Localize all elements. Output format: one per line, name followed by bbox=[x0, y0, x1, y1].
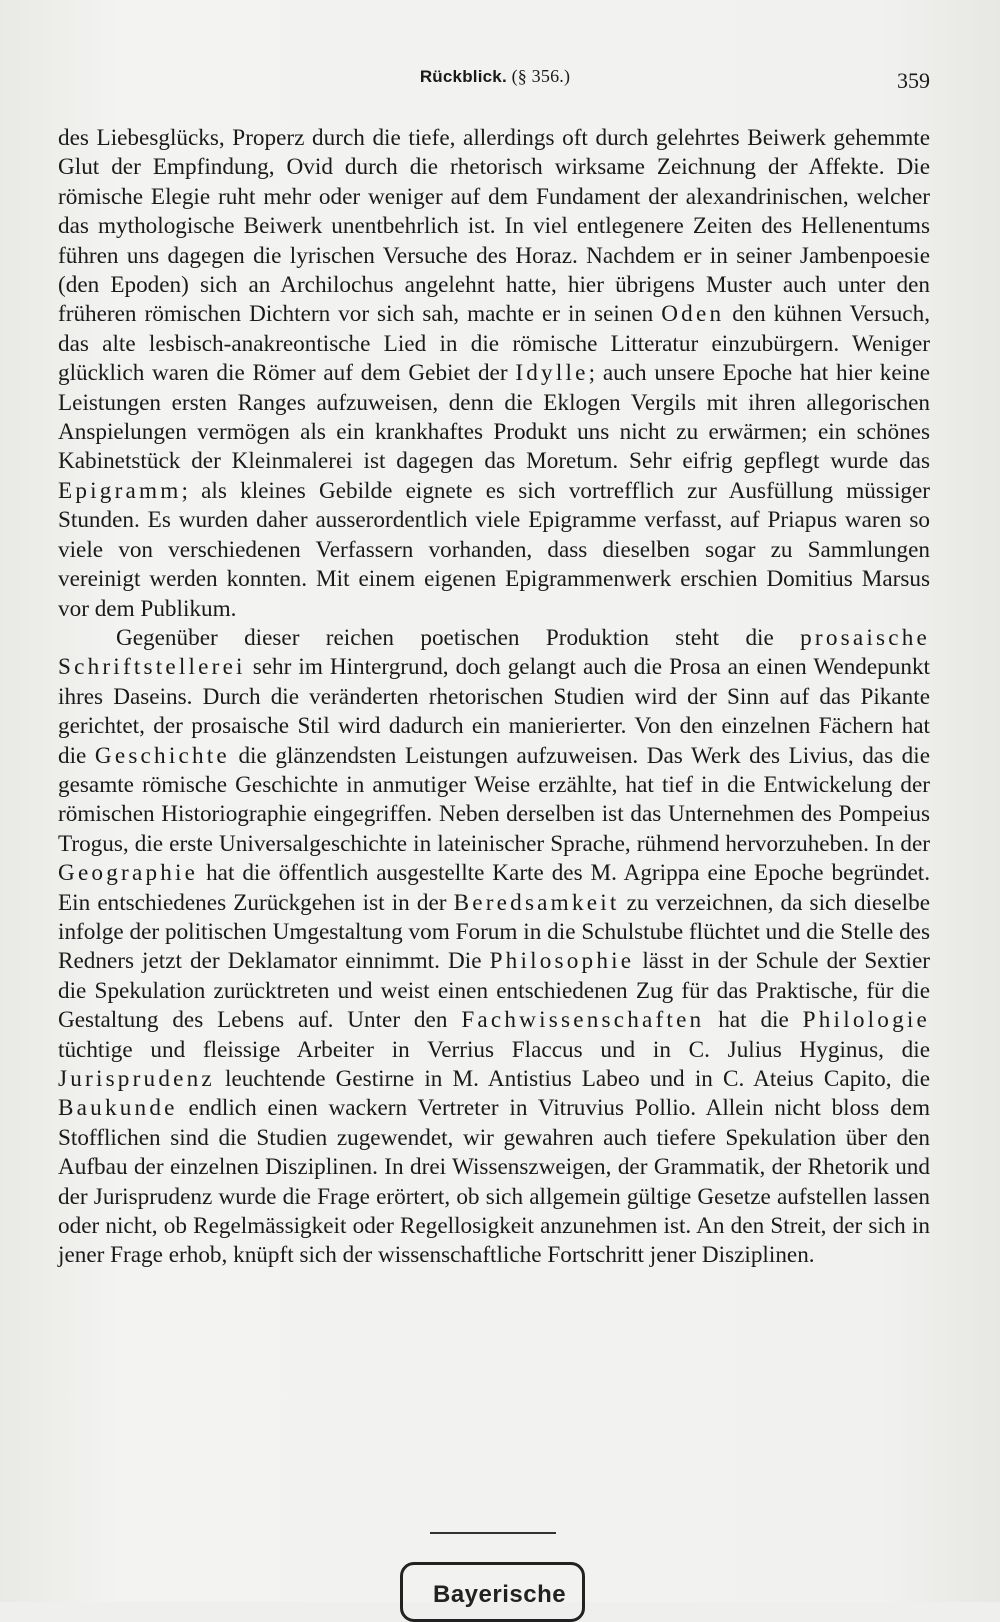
text-run: ; auch unsere Epoche hat hier keine Leistungen ersten Ranges aufzuweisen, denn die Eklogen Vergils mit ihren allegorischen Anspielungen vermögen als ein krankhaftes Produkt uns nicht zu erwärmen; ein schönes Kabinetstück der Kleinmalerei ist dagegen das Moretum. Sehr eifrig gepflegt wurde das bbox=[58, 360, 930, 475]
text-run: Gegenüber dieser reichen poetischen Produktion steht die bbox=[116, 624, 801, 651]
paragraph bbox=[58, 124, 930, 624]
text-run: leuchtende Gestirne in M. Antistius Labeo und in C. Ateius Capito, die bbox=[214, 1066, 930, 1092]
spaced-term: Philologie bbox=[802, 1007, 931, 1034]
spaced-term: Geschichte bbox=[94, 742, 230, 769]
spaced-term: Baukunde bbox=[58, 1095, 178, 1122]
text-run: sehr im Hintergrund, doch gelangt auch die Prosa an einen Wendepunkt ihres Daseins. Durch die veränderten rhetorischen Studien wird der Sinn auf das Pikante gerichtet, der prosaische Stil wird dadurch ein manierierter. Von den einzelnen Fächern hat die bbox=[58, 654, 930, 769]
spaced-term: Geographie bbox=[58, 860, 199, 887]
text-run: ; als kleines Gebilde eignete es sich vortrefflich zur Ausfüllung müssiger Stunden. Es wurden daher ausserordentlich viele Epigramme verfasst, auf Priapus waren so viele von verschiedenen Verfassern vorhanden, dass dieselben sogar zu Sammlungen vereinigt werden konnten. Mit einem eigenen Epigrammenwerk erschien Domitius Marsus vor dem Publikum. bbox=[58, 477, 930, 622]
text-run: den kühnen Versuch, das alte lesbisch-anakreontische Lied in die römische Litteratur einzubürgern. Weniger glücklich waren die Römer auf dem Gebiet der bbox=[58, 301, 930, 387]
text-run: hat die öffentlich ausgestellte Karte des M. Agrippa eine Epoche begründet. Ein entschiedenes Zurückgehen ist in der bbox=[58, 860, 930, 916]
body-text bbox=[58, 124, 930, 1271]
spaced-term: Oden bbox=[661, 301, 725, 328]
running-head bbox=[60, 66, 930, 87]
paragraph bbox=[58, 624, 930, 1271]
spaced-term: prosaische Schriftstellerei bbox=[58, 624, 930, 681]
spaced-term: Fachwissenschaften bbox=[461, 1007, 705, 1034]
spaced-term: Jurisprudenz bbox=[58, 1066, 215, 1092]
running-head-section: (§ 356.) bbox=[511, 66, 571, 86]
text-run: hat die bbox=[704, 1007, 803, 1034]
spaced-term: Idylle bbox=[515, 360, 589, 387]
text-run: endlich einen wackern Vertreter in Vitruvius Pollio. Allein nicht bloss dem Stofflichen sind die Studien zugewendet, wir gewahren auch tiefere Spekulation über den Aufbau der einzelnen Disziplinen. In drei Wissenszweigen, der Grammatik, der Rhetorik und der Jurisprudenz wurde die Frage erörtert, ob sich allgemein gültige Gesetze aufstellen lassen oder nicht, ob Regelmässigkeit oder Regellosigkeit anzunehmen ist. An den Streit, der sich in jener Frage erhob, knüpft sich der wissenschaftliche Fortschritt jener Disziplinen. bbox=[58, 1095, 930, 1269]
text-run: die glänzendsten Leistungen aufzuweisen. Das Werk des Livius, das die gesamte römische Geschichte in anmutiger Weise erzählte, hat tief in die Entwickelung der römischen Historiographie eingegriffen. Neben derselben ist das Unternehmen des Pompeius Trogus, die erste Universalgeschichte in lateinischer Sprache, rühmend hervorzuheben. In der bbox=[58, 742, 931, 857]
footnote-rule bbox=[430, 1532, 556, 1534]
text-run: lässt in der Schule der Sextier die Spekulation zurücktreten und weist einen entschiedenen Zug für das Praktische, für die Gestaltung des Lebens auf. Unter den bbox=[58, 948, 930, 1034]
page-number: 359 bbox=[897, 68, 930, 93]
text-run: tüchtige und fleissige Arbeiter in Verrius Flaccus und in C. Julius Hyginus, die bbox=[58, 1036, 930, 1063]
text-run: des Liebesglücks, Properz durch die tiefe, allerdings oft durch gelehrtes Beiwerk gehemmte Glut der Empfindung, Ovid durch die rhetorisch wirksame Zeichnung der Affekte. Die römische Elegie ruht mehr oder weniger auf dem Fundament der alexandrinischen, welcher das mythologische Beiwerk unentbehrlich ist. In viel entlegenere Zeiten des Hellenentums führen uns dagegen die lyrischen Versuche des Horaz. Nachdem er in seiner Jambenpoesie (den Epoden) sich an Archilochus angelehnt hatte, hier übrigens Muster auch unter den früheren römischen Dichtern vor sich sah, machte er in seinen bbox=[58, 125, 930, 328]
library-stamp-text: Bayerische bbox=[433, 1581, 567, 1608]
spaced-term: Philosophie bbox=[489, 948, 635, 975]
page-header bbox=[60, 64, 930, 98]
library-stamp bbox=[400, 1562, 585, 1622]
running-head-title: Rückblick. bbox=[419, 67, 507, 86]
text-run: zu verzeichnen, da sich dieselbe infolge der politischen Umgestaltung vom Forum in die Schulstube flüchtet und die Stelle des Redners jetzt der Deklamator einnimmt. Die bbox=[58, 889, 930, 975]
spaced-term: Beredsamkeit bbox=[453, 889, 620, 916]
spaced-term: Epigramm bbox=[58, 477, 182, 504]
